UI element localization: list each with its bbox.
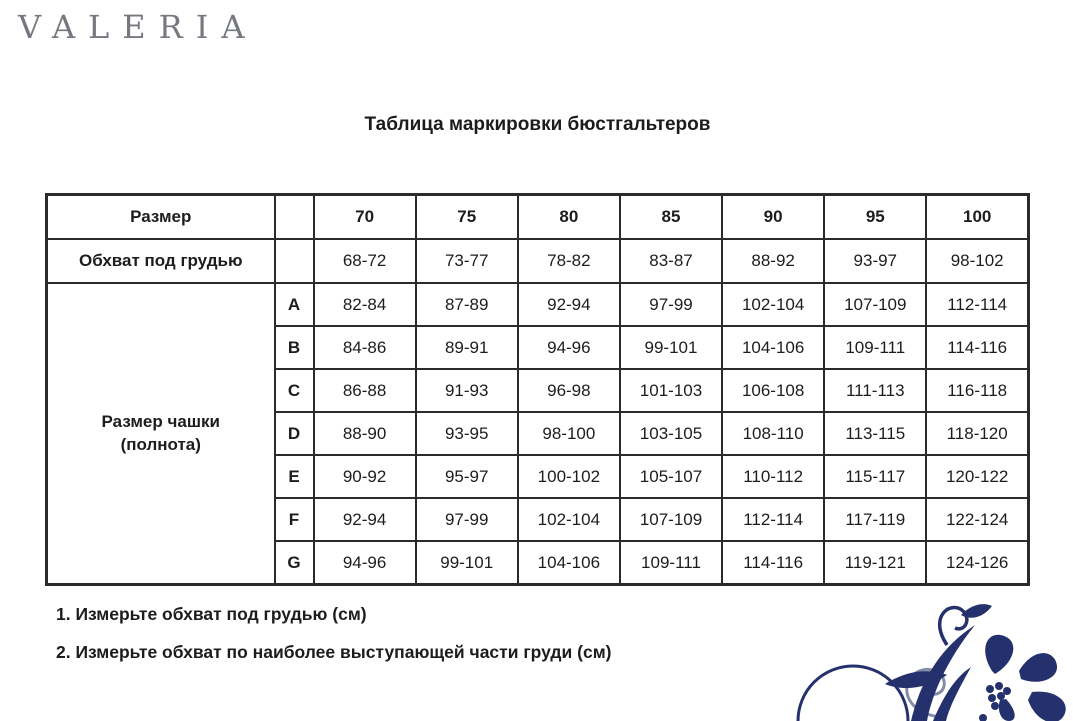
cup-value-cell: 120-122 <box>926 455 1028 498</box>
cup-value-cell: 100-102 <box>518 455 620 498</box>
cup-value-cell: 92-94 <box>518 283 620 326</box>
cup-letter-cell: A <box>275 283 314 326</box>
measurement-instructions <box>56 604 611 680</box>
cup-value-cell: 98-100 <box>518 412 620 455</box>
cup-value-cell: 103-105 <box>620 412 722 455</box>
cup-label-line1: Размер чашки <box>101 412 220 432</box>
underbust-value-cell: 83-87 <box>620 239 722 283</box>
cup-value-cell: 95-97 <box>416 455 518 498</box>
cup-value-cell: 111-113 <box>824 369 926 412</box>
cup-value-cell: 92-94 <box>314 498 416 541</box>
underbust-value-cell: 93-97 <box>824 239 926 283</box>
underbust-value-cell: 73-77 <box>416 239 518 283</box>
cup-value-cell: 84-86 <box>314 326 416 369</box>
size-header-row <box>47 195 1029 240</box>
cup-value-cell: 122-124 <box>926 498 1028 541</box>
cup-value-cell: 96-98 <box>518 369 620 412</box>
instruction-step-2: 2. Измерьте обхват по наиболее выступающей части груди (см) <box>56 642 612 662</box>
cup-value-cell: 104-106 <box>722 326 824 369</box>
cup-value-cell: 107-109 <box>620 498 722 541</box>
cup-value-cell: 99-101 <box>620 326 722 369</box>
cup-letter-cell: E <box>275 455 314 498</box>
empty-cell <box>275 195 314 240</box>
size-header-cell: 95 <box>824 195 926 240</box>
cup-value-cell: 118-120 <box>926 412 1028 455</box>
size-header-cell: 70 <box>314 195 416 240</box>
size-row-label: Размер <box>47 195 275 240</box>
cup-value-cell: 102-104 <box>518 498 620 541</box>
cup-letter-cell: B <box>275 326 314 369</box>
size-header-cell: 90 <box>722 195 824 240</box>
cup-value-cell: 104-106 <box>518 541 620 585</box>
page-title: Таблица маркировки бюстгальтеров <box>364 114 711 135</box>
cup-letter-cell: D <box>275 412 314 455</box>
cup-value-cell: 88-90 <box>314 412 416 455</box>
floral-top-leaf <box>961 604 992 618</box>
underbust-value-cell: 78-82 <box>518 239 620 283</box>
cup-value-cell: 90-92 <box>314 455 416 498</box>
cup-value-cell: 99-101 <box>416 541 518 585</box>
underbust-value-cell: 98-102 <box>926 239 1028 283</box>
cup-value-cell: 89-91 <box>416 326 518 369</box>
cup-letter-cell: F <box>275 498 314 541</box>
size-table-body <box>47 195 1029 585</box>
cup-value-cell: 97-99 <box>620 283 722 326</box>
cup-value-cell: 116-118 <box>926 369 1028 412</box>
cup-value-cell: 94-96 <box>518 326 620 369</box>
cup-size-label-cell <box>47 283 275 585</box>
cup-value-cell: 93-95 <box>416 412 518 455</box>
cup-value-cell: 102-104 <box>722 283 824 326</box>
cup-value-cell: 113-115 <box>824 412 926 455</box>
cup-value-cell: 82-84 <box>314 283 416 326</box>
size-header-cell: 75 <box>416 195 518 240</box>
cup-value-cell: 119-121 <box>824 541 926 585</box>
cup-value-cell: 112-114 <box>722 498 824 541</box>
underbust-value-cell: 88-92 <box>722 239 824 283</box>
cup-value-cell: 86-88 <box>314 369 416 412</box>
cup-value-cell: 91-93 <box>416 369 518 412</box>
floral-swirl-circle <box>798 666 908 721</box>
cup-value-cell: 97-99 <box>416 498 518 541</box>
underbust-row <box>47 239 1029 283</box>
cup-value-cell: 105-107 <box>620 455 722 498</box>
cup-value-cell: 114-116 <box>926 326 1028 369</box>
cup-label-line2: (полнота) <box>120 434 201 454</box>
cup-row <box>47 283 1029 326</box>
cup-letter-cell: G <box>275 541 314 585</box>
cup-value-cell: 106-108 <box>722 369 824 412</box>
floral-ornament <box>795 597 1073 721</box>
cup-letter-cell: C <box>275 369 314 412</box>
size-table <box>45 193 1030 586</box>
cup-value-cell: 107-109 <box>824 283 926 326</box>
cup-value-cell: 124-126 <box>926 541 1028 585</box>
instruction-step-1: 1. Измерьте обхват под грудью (см) <box>56 604 367 624</box>
size-header-cell: 85 <box>620 195 722 240</box>
cup-value-cell: 110-112 <box>722 455 824 498</box>
cup-value-cell: 87-89 <box>416 283 518 326</box>
empty-cell <box>275 239 314 283</box>
cup-value-cell: 115-117 <box>824 455 926 498</box>
cup-value-cell: 109-111 <box>824 326 926 369</box>
cup-value-cell: 114-116 <box>722 541 824 585</box>
cup-value-cell: 94-96 <box>314 541 416 585</box>
underbust-row-label: Обхват под грудью <box>47 239 275 283</box>
underbust-value-cell: 68-72 <box>314 239 416 283</box>
brand-logo: VALERIA <box>18 8 258 46</box>
cup-value-cell: 117-119 <box>824 498 926 541</box>
cup-value-cell: 112-114 <box>926 283 1028 326</box>
size-header-cell: 100 <box>926 195 1028 240</box>
cup-value-cell: 109-111 <box>620 541 722 585</box>
cup-value-cell: 108-110 <box>722 412 824 455</box>
size-header-cell: 80 <box>518 195 620 240</box>
cup-value-cell: 101-103 <box>620 369 722 412</box>
